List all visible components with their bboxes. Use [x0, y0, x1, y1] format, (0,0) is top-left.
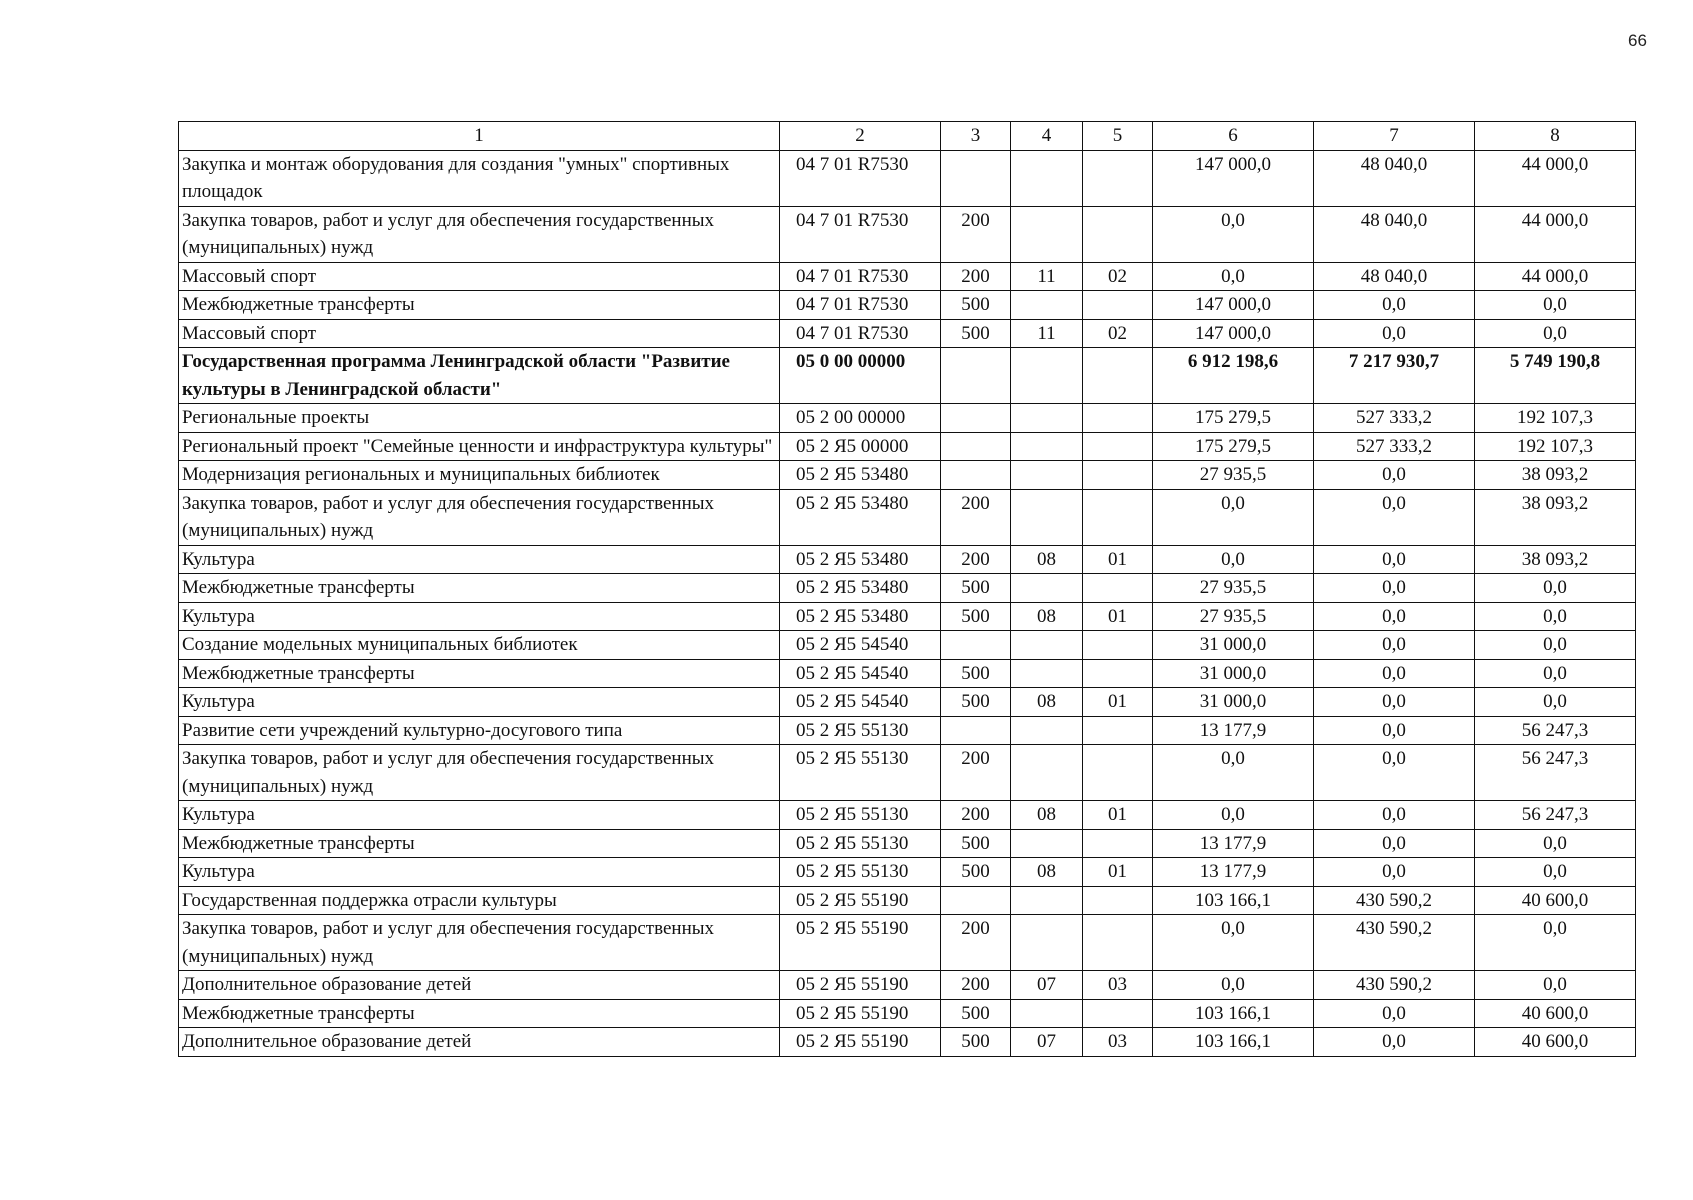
- row-code-cell: 05 2 Я5 55130: [780, 801, 941, 830]
- table-row: [179, 801, 1636, 830]
- table-row: [179, 404, 1636, 433]
- table-row: [179, 461, 1636, 490]
- row-expense-type-cell: [941, 404, 1011, 433]
- row-subsection-cell: 01: [1083, 688, 1153, 717]
- row-amount-cell: 27 935,5: [1153, 602, 1314, 631]
- row-amount-cell: 103 166,1: [1153, 999, 1314, 1028]
- table-row: [179, 688, 1636, 717]
- row-name-cell: Культура: [179, 858, 780, 887]
- row-amount-cell: 0,0: [1314, 545, 1475, 574]
- row-amount-cell: 27 935,5: [1153, 461, 1314, 490]
- row-amount-cell: 0,0: [1153, 971, 1314, 1000]
- row-amount-cell: 0,0: [1314, 858, 1475, 887]
- row-expense-type-cell: [941, 716, 1011, 745]
- table-row: [179, 262, 1636, 291]
- row-code-cell: 05 2 Я5 53480: [780, 545, 941, 574]
- row-code-cell: 05 2 Я5 55130: [780, 745, 941, 801]
- row-subsection-cell: [1083, 886, 1153, 915]
- row-code-cell: 05 2 Я5 55130: [780, 829, 941, 858]
- row-amount-cell: 56 247,3: [1475, 716, 1636, 745]
- row-amount-cell: 44 000,0: [1475, 150, 1636, 206]
- row-amount-cell: 0,0: [1153, 915, 1314, 971]
- row-subsection-cell: 03: [1083, 1028, 1153, 1057]
- row-amount-cell: 7 217 930,7: [1314, 348, 1475, 404]
- row-name-cell: Культура: [179, 801, 780, 830]
- row-code-cell: 04 7 01 R7530: [780, 291, 941, 320]
- row-amount-cell: 38 093,2: [1475, 461, 1636, 490]
- row-amount-cell: 44 000,0: [1475, 262, 1636, 291]
- row-subsection-cell: 02: [1083, 262, 1153, 291]
- table-row: [179, 745, 1636, 801]
- row-expense-type-cell: 200: [941, 206, 1011, 262]
- row-amount-cell: 0,0: [1314, 602, 1475, 631]
- row-subsection-cell: [1083, 291, 1153, 320]
- table-row: [179, 829, 1636, 858]
- row-subsection-cell: [1083, 631, 1153, 660]
- row-section-cell: 08: [1011, 801, 1083, 830]
- row-amount-cell: 0,0: [1153, 206, 1314, 262]
- row-subsection-cell: [1083, 716, 1153, 745]
- row-section-cell: [1011, 489, 1083, 545]
- row-section-cell: 11: [1011, 262, 1083, 291]
- table-row: [179, 999, 1636, 1028]
- row-expense-type-cell: 200: [941, 545, 1011, 574]
- row-name-cell: Дополнительное образование детей: [179, 1028, 780, 1057]
- column-header: 8: [1475, 122, 1636, 151]
- row-amount-cell: 40 600,0: [1475, 886, 1636, 915]
- row-subsection-cell: [1083, 915, 1153, 971]
- column-header: 3: [941, 122, 1011, 151]
- row-section-cell: [1011, 574, 1083, 603]
- row-expense-type-cell: 200: [941, 915, 1011, 971]
- row-expense-type-cell: 500: [941, 999, 1011, 1028]
- row-code-cell: 05 2 Я5 54540: [780, 688, 941, 717]
- row-section-cell: [1011, 829, 1083, 858]
- row-amount-cell: 0,0: [1475, 971, 1636, 1000]
- row-code-cell: 05 2 Я5 55190: [780, 915, 941, 971]
- row-section-cell: [1011, 659, 1083, 688]
- row-subsection-cell: [1083, 432, 1153, 461]
- row-name-cell: Закупка товаров, работ и услуг для обеспечения государственных (муниципальных) нужд: [179, 206, 780, 262]
- table-row: [179, 602, 1636, 631]
- row-subsection-cell: 02: [1083, 319, 1153, 348]
- row-code-cell: 05 2 Я5 55190: [780, 1028, 941, 1057]
- table-row: [179, 886, 1636, 915]
- row-name-cell: Культура: [179, 602, 780, 631]
- row-section-cell: [1011, 886, 1083, 915]
- row-code-cell: 05 2 Я5 53480: [780, 574, 941, 603]
- row-subsection-cell: 01: [1083, 858, 1153, 887]
- row-subsection-cell: 01: [1083, 602, 1153, 631]
- row-amount-cell: 0,0: [1475, 659, 1636, 688]
- row-name-cell: Культура: [179, 688, 780, 717]
- row-amount-cell: 6 912 198,6: [1153, 348, 1314, 404]
- table-row: [179, 631, 1636, 660]
- table-row: [179, 858, 1636, 887]
- row-name-cell: Закупка товаров, работ и услуг для обеспечения государственных (муниципальных) нужд: [179, 745, 780, 801]
- row-amount-cell: 147 000,0: [1153, 291, 1314, 320]
- row-subsection-cell: [1083, 461, 1153, 490]
- row-section-cell: [1011, 461, 1083, 490]
- row-amount-cell: 13 177,9: [1153, 858, 1314, 887]
- row-amount-cell: 0,0: [1314, 489, 1475, 545]
- row-amount-cell: 0,0: [1314, 829, 1475, 858]
- row-name-cell: Культура: [179, 545, 780, 574]
- row-code-cell: 05 2 Я5 55130: [780, 858, 941, 887]
- column-header: 7: [1314, 122, 1475, 151]
- row-amount-cell: 0,0: [1475, 319, 1636, 348]
- row-section-cell: 08: [1011, 602, 1083, 631]
- row-expense-type-cell: [941, 631, 1011, 660]
- row-expense-type-cell: 500: [941, 829, 1011, 858]
- row-expense-type-cell: 200: [941, 801, 1011, 830]
- row-amount-cell: 103 166,1: [1153, 886, 1314, 915]
- row-name-cell: Межбюджетные трансферты: [179, 829, 780, 858]
- column-header: 4: [1011, 122, 1083, 151]
- row-amount-cell: 0,0: [1153, 545, 1314, 574]
- table-row: [179, 659, 1636, 688]
- row-amount-cell: 38 093,2: [1475, 489, 1636, 545]
- row-code-cell: 04 7 01 R7530: [780, 262, 941, 291]
- row-expense-type-cell: 200: [941, 971, 1011, 1000]
- row-amount-cell: 0,0: [1314, 461, 1475, 490]
- row-amount-cell: 0,0: [1314, 688, 1475, 717]
- row-amount-cell: 527 333,2: [1314, 432, 1475, 461]
- row-amount-cell: 147 000,0: [1153, 150, 1314, 206]
- row-expense-type-cell: 500: [941, 688, 1011, 717]
- row-subsection-cell: [1083, 206, 1153, 262]
- row-code-cell: 04 7 01 R7530: [780, 206, 941, 262]
- row-amount-cell: 103 166,1: [1153, 1028, 1314, 1057]
- row-subsection-cell: [1083, 999, 1153, 1028]
- row-subsection-cell: [1083, 150, 1153, 206]
- row-name-cell: Межбюджетные трансферты: [179, 999, 780, 1028]
- row-amount-cell: 0,0: [1314, 999, 1475, 1028]
- row-amount-cell: 175 279,5: [1153, 404, 1314, 433]
- row-name-cell: Развитие сети учреждений культурно-досугового типа: [179, 716, 780, 745]
- row-subsection-cell: 01: [1083, 801, 1153, 830]
- row-amount-cell: 147 000,0: [1153, 319, 1314, 348]
- table-row: [179, 971, 1636, 1000]
- row-amount-cell: 430 590,2: [1314, 915, 1475, 971]
- column-header: 6: [1153, 122, 1314, 151]
- row-subsection-cell: [1083, 404, 1153, 433]
- page-number: 66: [1628, 31, 1647, 50]
- row-amount-cell: 0,0: [1314, 745, 1475, 801]
- row-amount-cell: 192 107,3: [1475, 432, 1636, 461]
- row-name-cell: Закупка и монтаж оборудования для создания "умных" спортивных площадок: [179, 150, 780, 206]
- row-code-cell: 05 2 Я5 55190: [780, 999, 941, 1028]
- table-row: [179, 206, 1636, 262]
- row-amount-cell: 527 333,2: [1314, 404, 1475, 433]
- row-section-cell: 07: [1011, 971, 1083, 1000]
- row-section-cell: [1011, 915, 1083, 971]
- row-amount-cell: 192 107,3: [1475, 404, 1636, 433]
- row-amount-cell: 31 000,0: [1153, 688, 1314, 717]
- row-amount-cell: 44 000,0: [1475, 206, 1636, 262]
- budget-table: [178, 121, 1636, 1057]
- row-section-cell: 07: [1011, 1028, 1083, 1057]
- row-amount-cell: 40 600,0: [1475, 999, 1636, 1028]
- row-code-cell: 05 2 Я5 53480: [780, 461, 941, 490]
- row-code-cell: 05 2 Я5 55190: [780, 971, 941, 1000]
- header-row: [179, 122, 1636, 151]
- row-amount-cell: 0,0: [1475, 631, 1636, 660]
- row-section-cell: 08: [1011, 545, 1083, 574]
- row-expense-type-cell: 200: [941, 489, 1011, 545]
- row-name-cell: Межбюджетные трансферты: [179, 291, 780, 320]
- row-expense-type-cell: [941, 886, 1011, 915]
- row-expense-type-cell: 500: [941, 858, 1011, 887]
- row-code-cell: 05 2 Я5 55130: [780, 716, 941, 745]
- table-row: [179, 150, 1636, 206]
- row-section-cell: [1011, 150, 1083, 206]
- row-section-cell: 08: [1011, 858, 1083, 887]
- row-subsection-cell: 03: [1083, 971, 1153, 1000]
- row-amount-cell: 0,0: [1475, 291, 1636, 320]
- row-name-cell: Межбюджетные трансферты: [179, 659, 780, 688]
- table-row: [179, 489, 1636, 545]
- row-subsection-cell: [1083, 829, 1153, 858]
- row-amount-cell: 0,0: [1475, 915, 1636, 971]
- row-name-cell: Региональный проект "Семейные ценности и инфраструктура культуры": [179, 432, 780, 461]
- row-amount-cell: 0,0: [1314, 716, 1475, 745]
- row-expense-type-cell: 200: [941, 262, 1011, 291]
- row-name-cell: Массовый спорт: [179, 262, 780, 291]
- row-name-cell: Государственная поддержка отрасли культуры: [179, 886, 780, 915]
- row-subsection-cell: [1083, 574, 1153, 603]
- row-section-cell: [1011, 291, 1083, 320]
- row-code-cell: 05 2 Я5 54540: [780, 659, 941, 688]
- row-name-cell: Создание модельных муниципальных библиотек: [179, 631, 780, 660]
- row-name-cell: Модернизация региональных и муниципальных библиотек: [179, 461, 780, 490]
- row-amount-cell: 430 590,2: [1314, 971, 1475, 1000]
- row-expense-type-cell: [941, 461, 1011, 490]
- row-name-cell: Закупка товаров, работ и услуг для обеспечения государственных (муниципальных) нужд: [179, 489, 780, 545]
- column-header: 5: [1083, 122, 1153, 151]
- row-section-cell: [1011, 999, 1083, 1028]
- row-amount-cell: 13 177,9: [1153, 829, 1314, 858]
- row-name-cell: Массовый спорт: [179, 319, 780, 348]
- row-code-cell: 05 2 Я5 55190: [780, 886, 941, 915]
- table-row: [179, 915, 1636, 971]
- table-row: [179, 716, 1636, 745]
- row-amount-cell: 56 247,3: [1475, 745, 1636, 801]
- row-section-cell: [1011, 631, 1083, 660]
- row-subsection-cell: [1083, 659, 1153, 688]
- row-code-cell: 05 0 00 00000: [780, 348, 941, 404]
- column-header: 2: [780, 122, 941, 151]
- row-subsection-cell: 01: [1083, 545, 1153, 574]
- table-row: [179, 432, 1636, 461]
- row-amount-cell: 0,0: [1314, 291, 1475, 320]
- row-amount-cell: 48 040,0: [1314, 150, 1475, 206]
- row-name-cell: Дополнительное образование детей: [179, 971, 780, 1000]
- row-amount-cell: 0,0: [1153, 262, 1314, 291]
- table-row: [179, 291, 1636, 320]
- row-amount-cell: 0,0: [1314, 801, 1475, 830]
- row-amount-cell: 0,0: [1475, 688, 1636, 717]
- row-name-cell: Региональные проекты: [179, 404, 780, 433]
- column-header: 1: [179, 122, 780, 151]
- row-amount-cell: 0,0: [1314, 631, 1475, 660]
- row-amount-cell: 0,0: [1475, 829, 1636, 858]
- row-expense-type-cell: 500: [941, 291, 1011, 320]
- row-amount-cell: 0,0: [1314, 319, 1475, 348]
- table-row: [179, 1028, 1636, 1057]
- row-code-cell: 05 2 Я5 54540: [780, 631, 941, 660]
- row-code-cell: 04 7 01 R7530: [780, 150, 941, 206]
- row-section-cell: [1011, 432, 1083, 461]
- row-code-cell: 05 2 Я5 53480: [780, 602, 941, 631]
- row-expense-type-cell: 500: [941, 574, 1011, 603]
- row-section-cell: [1011, 348, 1083, 404]
- table-body: [179, 122, 1636, 1057]
- row-section-cell: 11: [1011, 319, 1083, 348]
- row-amount-cell: 40 600,0: [1475, 1028, 1636, 1057]
- row-section-cell: 08: [1011, 688, 1083, 717]
- row-amount-cell: 31 000,0: [1153, 659, 1314, 688]
- row-expense-type-cell: 500: [941, 1028, 1011, 1057]
- row-expense-type-cell: 500: [941, 659, 1011, 688]
- row-amount-cell: 31 000,0: [1153, 631, 1314, 660]
- row-subsection-cell: [1083, 348, 1153, 404]
- table-row: [179, 545, 1636, 574]
- row-expense-type-cell: 500: [941, 602, 1011, 631]
- row-code-cell: 05 2 Я5 00000: [780, 432, 941, 461]
- row-amount-cell: 0,0: [1475, 602, 1636, 631]
- table-row: [179, 319, 1636, 348]
- row-amount-cell: 0,0: [1314, 574, 1475, 603]
- row-amount-cell: 13 177,9: [1153, 716, 1314, 745]
- row-amount-cell: 0,0: [1314, 1028, 1475, 1057]
- row-expense-type-cell: [941, 348, 1011, 404]
- row-amount-cell: 0,0: [1153, 745, 1314, 801]
- row-name-cell: Межбюджетные трансферты: [179, 574, 780, 603]
- row-amount-cell: 0,0: [1475, 574, 1636, 603]
- row-expense-type-cell: 500: [941, 319, 1011, 348]
- table-row: [179, 574, 1636, 603]
- row-code-cell: 04 7 01 R7530: [780, 319, 941, 348]
- row-subsection-cell: [1083, 489, 1153, 545]
- row-amount-cell: 5 749 190,8: [1475, 348, 1636, 404]
- row-amount-cell: 27 935,5: [1153, 574, 1314, 603]
- row-expense-type-cell: 200: [941, 745, 1011, 801]
- row-amount-cell: 48 040,0: [1314, 206, 1475, 262]
- row-section-cell: [1011, 745, 1083, 801]
- row-amount-cell: 56 247,3: [1475, 801, 1636, 830]
- row-name-cell: Закупка товаров, работ и услуг для обеспечения государственных (муниципальных) нужд: [179, 915, 780, 971]
- row-expense-type-cell: [941, 432, 1011, 461]
- row-amount-cell: 38 093,2: [1475, 545, 1636, 574]
- row-name-cell: Государственная программа Ленинградской области "Развитие культуры в Ленинградской области": [179, 348, 780, 404]
- row-amount-cell: 0,0: [1475, 858, 1636, 887]
- row-section-cell: [1011, 404, 1083, 433]
- row-subsection-cell: [1083, 745, 1153, 801]
- row-code-cell: 05 2 00 00000: [780, 404, 941, 433]
- row-amount-cell: 0,0: [1314, 659, 1475, 688]
- row-code-cell: 05 2 Я5 53480: [780, 489, 941, 545]
- row-amount-cell: 430 590,2: [1314, 886, 1475, 915]
- row-section-cell: [1011, 206, 1083, 262]
- row-section-cell: [1011, 716, 1083, 745]
- row-expense-type-cell: [941, 150, 1011, 206]
- row-amount-cell: 0,0: [1153, 489, 1314, 545]
- row-amount-cell: 175 279,5: [1153, 432, 1314, 461]
- row-amount-cell: 48 040,0: [1314, 262, 1475, 291]
- row-amount-cell: 0,0: [1153, 801, 1314, 830]
- table-row: [179, 348, 1636, 404]
